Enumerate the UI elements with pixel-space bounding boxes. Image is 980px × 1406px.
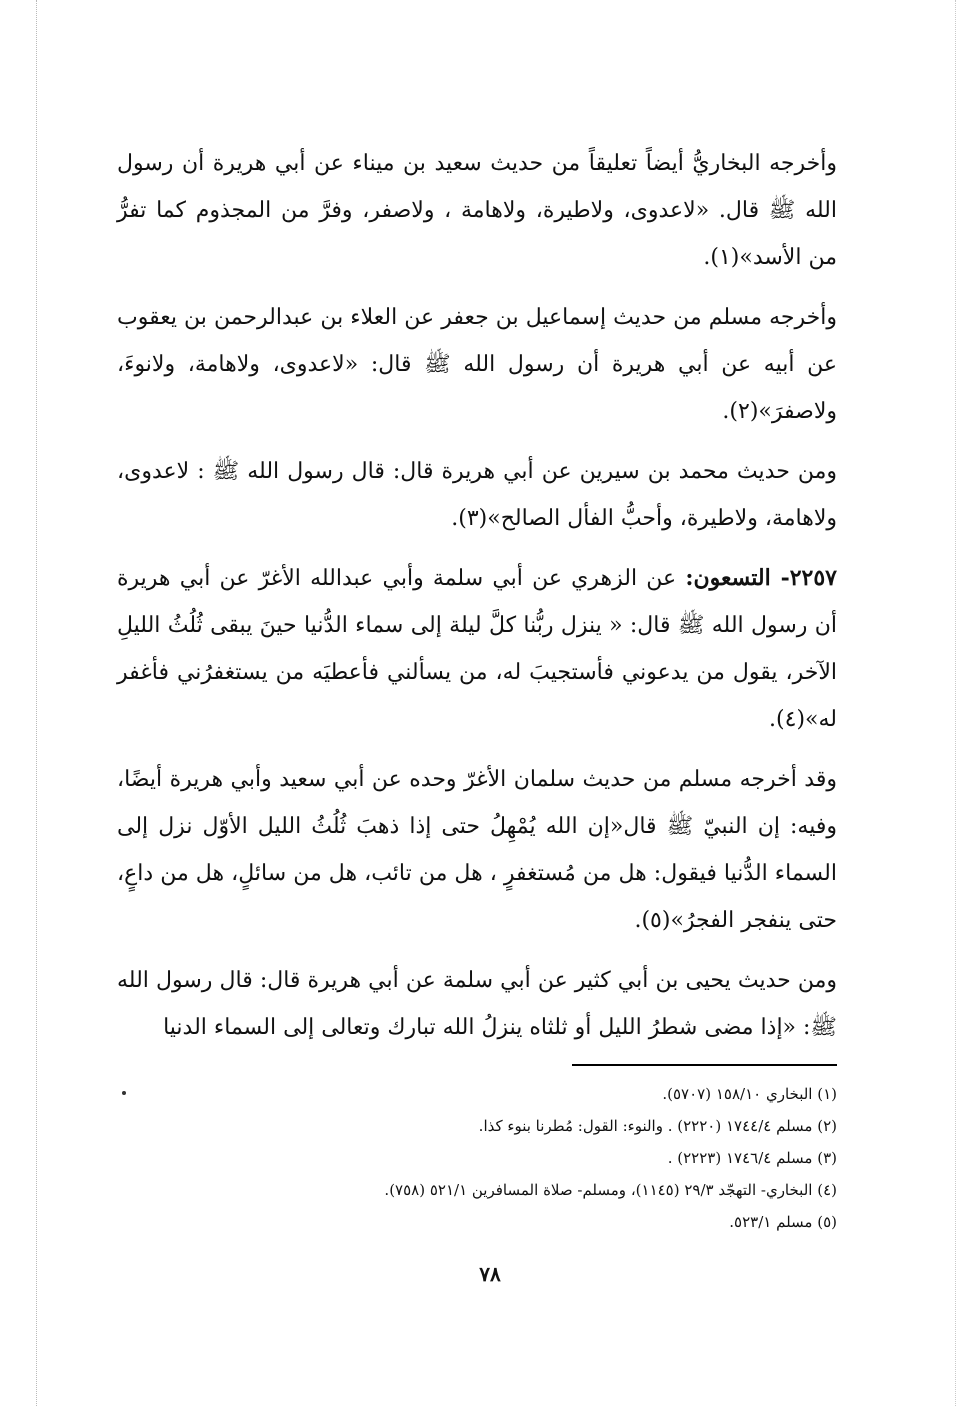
scan-edge-right [955, 0, 956, 1406]
paragraph-bukhari-taliq: وأخرجه البخاريُّ أيضاً تعليقاً من حديث سعيد بن ميناء عن أبي هريرة أن رسول الله ﷺ قال. «لاعدوى، ولاطيرة، ولاهامة ، ولاصفر، وفرَّ من المجذوم كما تفرُّ من الأسد»(١). [117, 151, 837, 270]
paragraph-hadith-2257 [117, 555, 837, 743]
hadith-2257-text: عن الزهري عن أبي سلمة وأبي عبدالله الأغرّ عن أبي هريرة أن رسول الله ﷺ قال: « ينزل ربُّنا كلَّ ليلة إلى سماء الدُّنيا حينَ يبقى ثُلُثُ الليلِ الآخر، يقول من يدعوني فأستجيبَ له، من يسألني فأعطيَه من يستغفرُني فأغفر له»(٤). [117, 566, 837, 732]
footnote-separator [572, 1064, 837, 1066]
hadith-number-heading: ٢٢٥٧- التسعون: [685, 565, 837, 591]
footnote-1: (١) البخاري ١٥٨/١٠ (٥٧٠٧). [662, 1085, 837, 1103]
footnote-2: (٢) مسلم ١٧٤٤/٤ (٢٢٢٠) . والنوء: القول: مُطرنا بنوء كذا. [478, 1117, 837, 1135]
footnote-5: (٥) مسلم ٥٢٣/١. [729, 1213, 837, 1231]
footnote-3: (٣) مسلم ١٧٤٦/٤ (٢٢٢٣) . [667, 1149, 837, 1167]
paragraph-ibn-sirin: ومن حديث محمد بن سيرين عن أبي هريرة قال: قال رسول الله ﷺ : لاعدوى، ولاهامة، ولاطيرة، وأحبُّ الفأل الصالح»(٣). [117, 459, 837, 531]
scan-edge-left [36, 0, 37, 1406]
page-number: ٧٨ [479, 1262, 501, 1286]
book-page [117, 140, 837, 1238]
paragraph-yahya-ibn-abi-kathir: ومن حديث يحيى بن أبي كثير عن أبي سلمة عن أبي هريرة قال: قال رسول الله ﷺ: «إذا مضى شطرُ الليل أو ثلثاه ينزلُ الله تبارك وتعالى إلى السماء الدنيا [117, 968, 837, 1040]
paragraph-muslim-ismail: وأخرجه مسلم من حديث إسماعيل بن جعفر عن العلاء بن عبدالرحمن بن يعقوب عن أبيه عن أبي هريرة أن رسول الله ﷺ قال: «لاعدوى، ولاهامة، ولانوءَ، ولاصفرَ»(٢). [117, 305, 837, 424]
footnote-4: (٤) البخاري- التهجّد ٢٩/٣ (١١٤٥)، ومسلم- صلاة المسافرين ٥٢١/١ (٧٥٨). [384, 1181, 837, 1199]
paragraph-muslim-salman: وقد أخرجه مسلم من حديث سلمان الأغرّ وحده عن أبي سعيد وأبي هريرة أيضًا، وفيه: إن النبيّ ﷺ قال«إن الله يُمْهِلُ حتى إذا ذهبَ ثُلُثُ الليل الأوّل نزل إلى السماء الدُّنيا فيقول: هل من مُستغفرٍ ، هل من تائب، هل من سائلٍ، هل من داعٍ، حتى ينفجر الفجرُ»(٥). [117, 767, 837, 933]
